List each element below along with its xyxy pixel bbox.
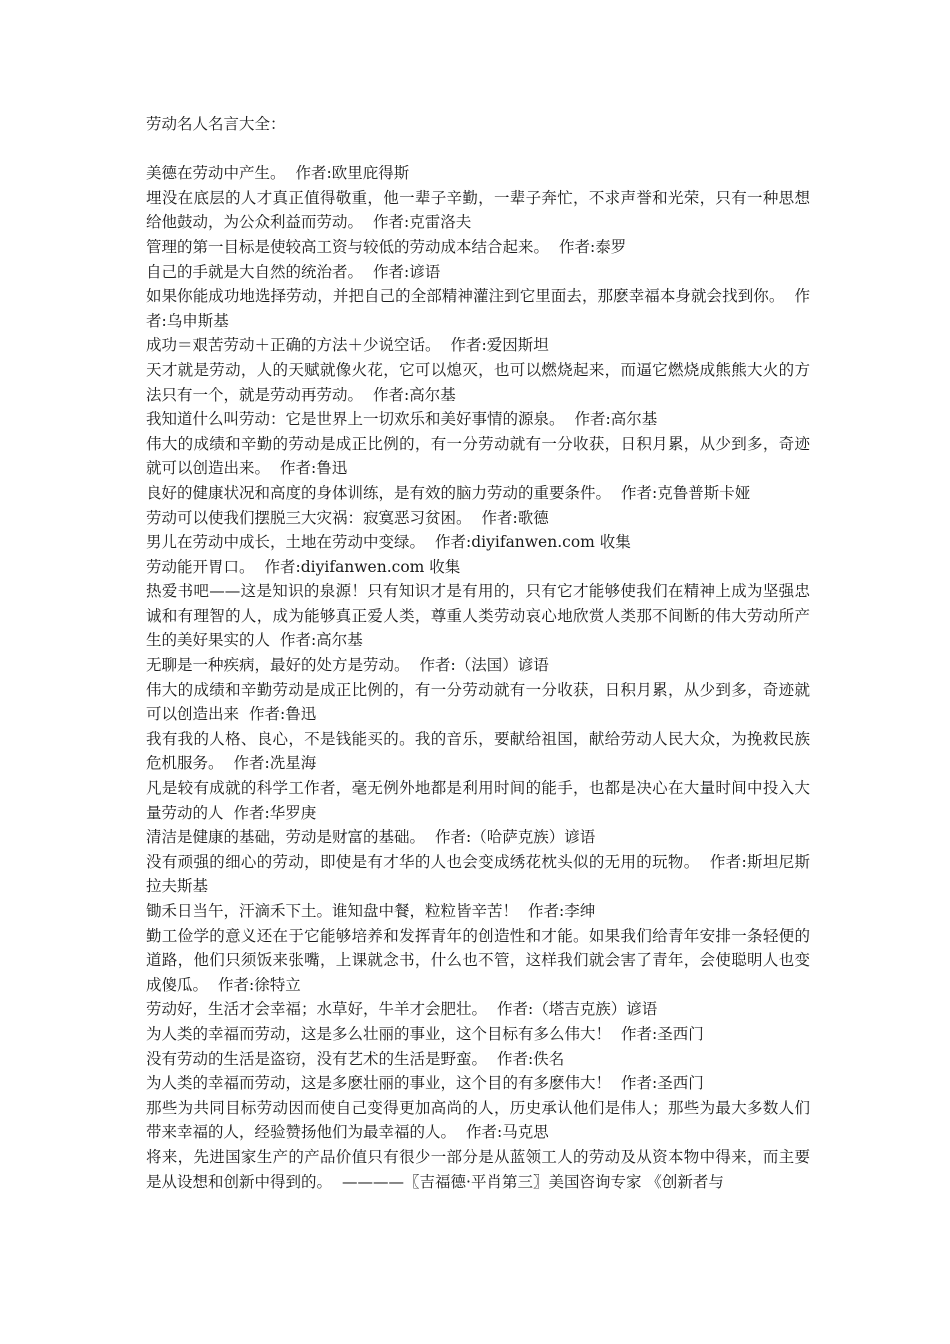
quote-author: ————〖吉福德·平肖第三〗美国咨询专家 《创新者与 [342, 1172, 724, 1191]
document-title: 劳动名人名言大全： [146, 115, 286, 133]
quote-text: 如果你能成功地选择劳动，并把自己的全部精神灌注到它里面去，那麽幸福本身就会找到你。 [146, 287, 785, 306]
quote-item [146, 161, 810, 186]
quote-text: 美德在劳动中产生。 [146, 164, 286, 183]
quote-item [146, 899, 810, 924]
quote-item [146, 530, 810, 555]
quote-item [146, 481, 810, 506]
quote-item [146, 358, 810, 407]
quote-text: 为人类的幸福而劳动，这是多麽壮丽的事业，这个目的有多麽伟大！ [146, 1074, 612, 1093]
quote-item [146, 653, 810, 678]
quote-item [146, 1022, 810, 1047]
quote-text: 为人类的幸福而劳动，这是多么壮丽的事业，这个目标有多么伟大！ [146, 1024, 612, 1043]
quote-item [146, 1071, 810, 1096]
quote-item [146, 579, 810, 653]
quote-text: 热爱书吧——这是知识的泉源！只有知识才是有用的，只有它才能够使我们在精神上成为坚强忠诚和有理智的人，成为能够真正爱人类，尊重人类劳动哀心地欣赏人类那不间断的伟大劳动所产生的美好果实的人 [146, 582, 810, 650]
quote-author: 作者:华罗庚 [233, 803, 317, 822]
quote-author: 作者:佚名 [497, 1049, 565, 1068]
quote-author: 作者:克鲁普斯卡娅 [621, 483, 751, 502]
quote-text: 那些为共同目标劳动因而使自己变得更加高尚的人，历史承认他们是伟人；那些为最大多数人们带来幸福的人，经验赞扬他们为最幸福的人。 [146, 1098, 810, 1142]
quote-text: 劳动好，生活才会幸福；水草好，牛羊才会肥壮。 [146, 1000, 488, 1019]
quote-item [146, 432, 810, 481]
quote-author: 作者:（法国）谚语 [419, 656, 549, 675]
quote-item [146, 284, 810, 333]
quote-item [146, 678, 810, 727]
quote-text: 劳动能开胃口。 [146, 557, 255, 576]
quote-text: 天才就是劳动，人的天赋就像火花，它可以熄灭，也可以燃烧起来，而逼它燃烧成熊熊大火的方法只有一个，就是劳动再劳动。 [146, 360, 810, 404]
quote-author: 作者:鲁迅 [280, 459, 348, 478]
quote-text: 没有顽强的细心的劳动，即使是有才华的人也会变成绣花枕头似的无用的玩物。 [146, 852, 700, 871]
quote-author: 作者:欧里庇得斯 [295, 164, 410, 183]
quote-text: 无聊是一种疾病，最好的处方是劳动。 [146, 656, 410, 675]
quote-item [146, 850, 810, 899]
quote-author: 作者:李绅 [528, 902, 596, 920]
quote-text: 勤工俭学的意义还在于它能够培养和发挥青年的创造性和才能。如果我们给青年安排一条轻便的道路，他们只须饭来张嘴，上课就念书，什么也不管，这样我们就会害了青年，会使聪明人也变成傻瓜。 [146, 926, 810, 994]
quote-item [146, 1096, 810, 1145]
quote-author: 作者:马克思 [466, 1123, 549, 1142]
quote-item [146, 407, 810, 432]
quote-author: 作者:斯坦尼斯拉夫斯基 [146, 852, 810, 896]
quote-author: 作者:高尔基 [574, 410, 658, 429]
quote-text: 我知道什么叫劳动：它是世界上一切欢乐和美好事情的源泉。 [146, 410, 565, 429]
quote-list [146, 161, 810, 1194]
quote-author: 作者:爱因斯坦 [450, 336, 549, 355]
quote-author: 作者:乌申斯基 [146, 287, 810, 330]
document-page [146, 112, 810, 1194]
quote-text: 成功＝艰苦劳动＋正确的方法＋少说空话。 [146, 336, 441, 355]
quote-text: 劳动可以使我们摆脱三大灾祸：寂寞恶习贫困。 [146, 508, 472, 527]
quote-item [146, 924, 810, 998]
quote-author: 作者:泰罗 [559, 237, 627, 256]
quote-text: 凡是较有成就的科学工作者，毫无例外地都是利用时间的能手，也都是决心在大量时间中投入大量劳动的人 [146, 779, 810, 822]
quote-text: 没有劳动的生活是盗窃，没有艺术的生活是野蛮。 [146, 1049, 488, 1068]
quote-item [146, 555, 810, 580]
quote-item [146, 333, 810, 358]
quote-author: 作者:高尔基 [280, 631, 363, 650]
quote-text: 自己的手就是大自然的统治者。 [146, 262, 364, 281]
quote-text: 男儿在劳动中成长，土地在劳动中变绿。 [146, 533, 426, 552]
quote-author: 作者:谚语 [373, 262, 441, 281]
quote-author: 作者:（哈萨克族）谚语 [435, 828, 596, 847]
quote-text: 清洁是健康的基础，劳动是财富的基础。 [146, 828, 426, 847]
quote-author: 作者:徐特立 [218, 975, 301, 994]
quote-item [146, 1047, 810, 1072]
quote-author: 作者:圣西门 [621, 1074, 704, 1093]
quote-item [146, 1145, 810, 1194]
quote-text: 锄禾日当午，汗滴禾下土。谁知盘中餐，粒粒皆辛苦！ [146, 902, 519, 920]
quote-author: 作者:圣西门 [621, 1024, 704, 1043]
quote-text: 管理的第一目标是使较高工资与较低的劳动成本结合起来。 [146, 237, 550, 256]
quote-item [146, 260, 810, 285]
quote-text: 埋没在底层的人才真正值得敬重，他一辈子辛勤，一辈子奔忙，不求声誉和光荣，只有一种思想给他鼓动，为公众利益而劳动。 [146, 188, 810, 232]
quote-item [146, 997, 810, 1022]
quote-item [146, 506, 810, 531]
quote-author: 作者:（塔吉克族）谚语 [497, 1000, 658, 1019]
quote-author: 作者:克雷洛夫 [373, 213, 472, 232]
quote-author: 作者:冼星海 [233, 754, 317, 773]
quote-author: 作者:高尔基 [373, 385, 456, 404]
quote-text: 我有我的人格、良心，不是钱能买的。我的音乐，要献给祖国，献给劳动人民大众，为挽救民族危机服务。 [146, 729, 810, 773]
quote-author: 作者:diyifanwen.com 收集 [264, 557, 461, 576]
quote-author: 作者:鲁迅 [249, 705, 317, 724]
quote-item [146, 776, 810, 825]
quote-text: 伟大的成绩和辛勤劳动是成正比例的，有一分劳动就有一分收获，日积月累，从少到多，奇迹就可以创造出来 [146, 680, 810, 724]
quote-text: 将来，先进国家生产的产品价值只有很少一部分是从蓝领工人的劳动及从资本物中得来，而主要是从设想和创新中得到的。 [146, 1147, 810, 1191]
quote-item [146, 235, 810, 260]
quote-item [146, 186, 810, 235]
quote-item [146, 825, 810, 850]
quote-text: 良好的健康状况和高度的身体训练，是有效的脑力劳动的重要条件。 [146, 483, 612, 502]
quote-item [146, 727, 810, 776]
quote-author: 作者:diyifanwen.com 收集 [435, 533, 631, 552]
quote-author: 作者:歌德 [481, 508, 549, 527]
quote-text: 伟大的成绩和辛勤的劳动是成正比例的，有一分劳动就有一分收获，日积月累，从少到多，奇迹就可以创造出来。 [146, 434, 810, 478]
